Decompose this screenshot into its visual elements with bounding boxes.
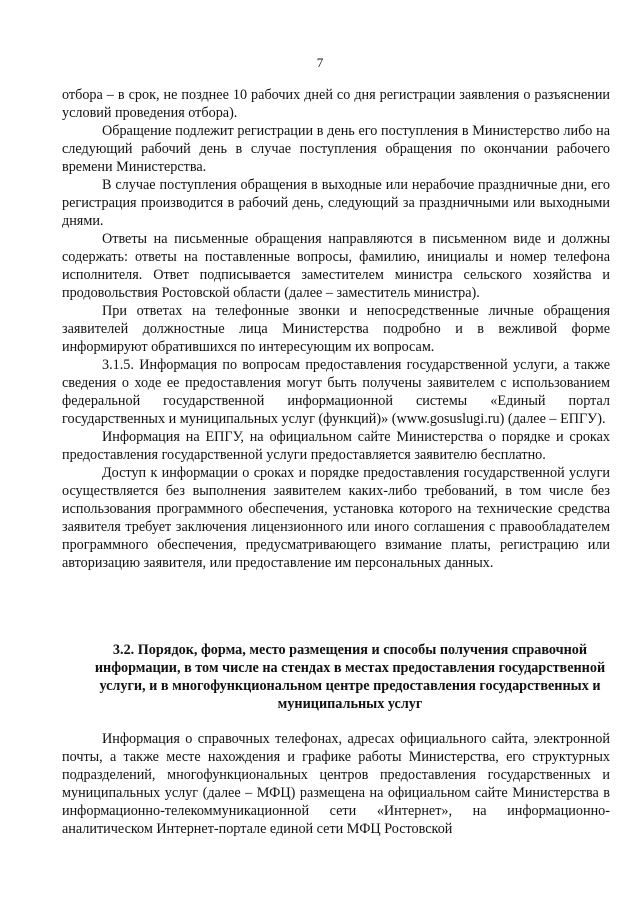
paragraph-access: Доступ к информации о сроках и порядке предоставления государственной услуги осуществляется без выполнения заявителем каких-либо требований, в том числе без использования программного обеспечения, установка которого на технические средства заявителя требует заключения лицензионного или иного соглашения с правообладателем программного обеспечения, предусматривающего взимание платы, регистрацию или авторизацию заявителя, или предоставление им персональных данных. [62, 465, 610, 571]
section-body [62, 730, 610, 838]
paragraph-epgu-info: Информация на ЕПГУ, на официальном сайте Министерства о порядке и сроках предоставления государственной услуги предоставляется заявителю бесплатно. [62, 429, 610, 463]
paragraph-holidays: В случае поступления обращения в выходные или нерабочие праздничные дни, его регистрация производится в рабочий день, следующий за праздничными или выходными днями. [62, 177, 610, 229]
paragraph-written-answers: Ответы на письменные обращения направляются в письменном виде и должны содержать: ответы на поставленные вопросы, фамилию, инициалы и номер телефона исполнителя. Ответ подписывается заместителем министра сельского хозяйства и продовольствия Ростовской области (далее – заместитель министра). [62, 231, 610, 301]
page-number: 7 [316, 55, 324, 70]
paragraph-registration: Обращение подлежит регистрации в день его поступления в Министерство либо на следующий рабочий день в случае поступления обращения по окончании рабочего времени Министерства. [62, 123, 610, 175]
paragraph-reference-info: Информация о справочных телефонах, адресах официального сайта, электронной почты, а также месте нахождения и графике работы Министерства, его структурных подразделений, многофункциональных центров предоставления государственных и муниципальных услуг (далее – МФЦ) размещена на официальном сайте Министерства в информационно-телекоммуникационной сети «Интернет», на информационно-аналитическом Интернет-портале единой сети МФЦ Ростовской [62, 731, 610, 837]
paragraph-3-1-5: 3.1.5. Информация по вопросам предоставления государственной услуги, а также сведения о ходе ее предоставления могут быть получены заявителем с использованием федеральной государственной информационной системы «Единый портал государственных и муниципальных услуг (функций)» (www.gosuslugi.ru) (далее – ЕПГУ). [62, 357, 610, 427]
paragraph-phone-answers: При ответах на телефонные звонки и непосредственные личные обращения заявителей должностные лица Министерства подробно и в вежливой форме информируют обратившихся по интересующим их вопросам. [62, 303, 610, 355]
section-heading-3-2: 3.2. Порядок, форма, место размещения и способы получения справочной информации, в том числе на стендах в местах предоставления государственной услуги, и в многофункциональном центре предоставления государственных и муниципальных услуг [94, 642, 606, 712]
body-text [62, 86, 610, 572]
paragraph-continuation: отбора – в срок, не позднее 10 рабочих дней со дня регистрации заявления о разъяснении условий проведения отбора). [62, 87, 610, 121]
